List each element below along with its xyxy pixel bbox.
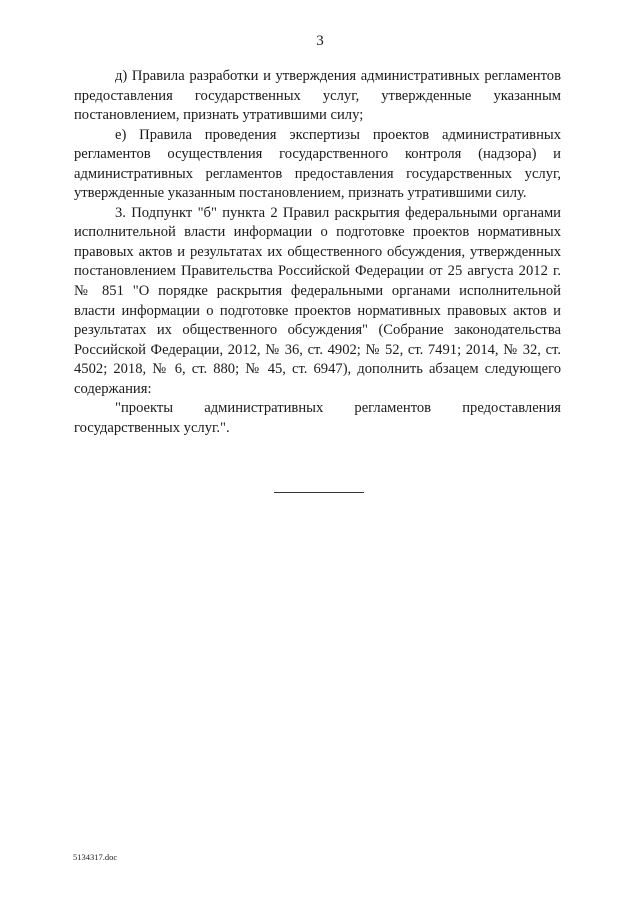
document-body xyxy=(74,67,561,438)
end-separator-line xyxy=(274,492,364,493)
quoted-addition: "проекты административных регламентов предоставления государственных услуг.". xyxy=(74,400,561,436)
page-number: 3 xyxy=(316,33,324,49)
footer-doc-id: 5134317.doc xyxy=(73,852,118,862)
paragraph-e: е) Правила проведения экспертизы проектов административных регламентов осуществления государственного контроля (надзора) и административных регламентов предоставления государственных услуг, утвержденные указанным постановлением, признать утратившими силу. xyxy=(74,126,561,202)
paragraph-3: 3. Подпункт "б" пункта 2 Правил раскрытия федеральными органами исполнительной власти информации о подготовке проектов нормативных правовых актов и результатах их общественного обсуждения, утвержденных постановлением Правительства Российской Федерации от 25 августа 2012 г. № 851 "О порядке раскрытия федеральными органами исполнительной власти информации о подготовке проектов нормативных правовых актов и результатах их общественного обсуждения" (Собрание законодательства Российской Федерации, 2012, № 36, ст. 4902; № 52, ст. 7491; 2014, № 32, ст. 4502; 2018, № 6, ст. 880; № 45, ст. 6947), дополнить абзацем следующего содержания: xyxy=(74,204,561,397)
paragraph-d: д) Правила разработки и утверждения административных регламентов предоставления государственных услуг, утвержденные указанным постановлением, признать утратившими силу; xyxy=(74,68,561,124)
